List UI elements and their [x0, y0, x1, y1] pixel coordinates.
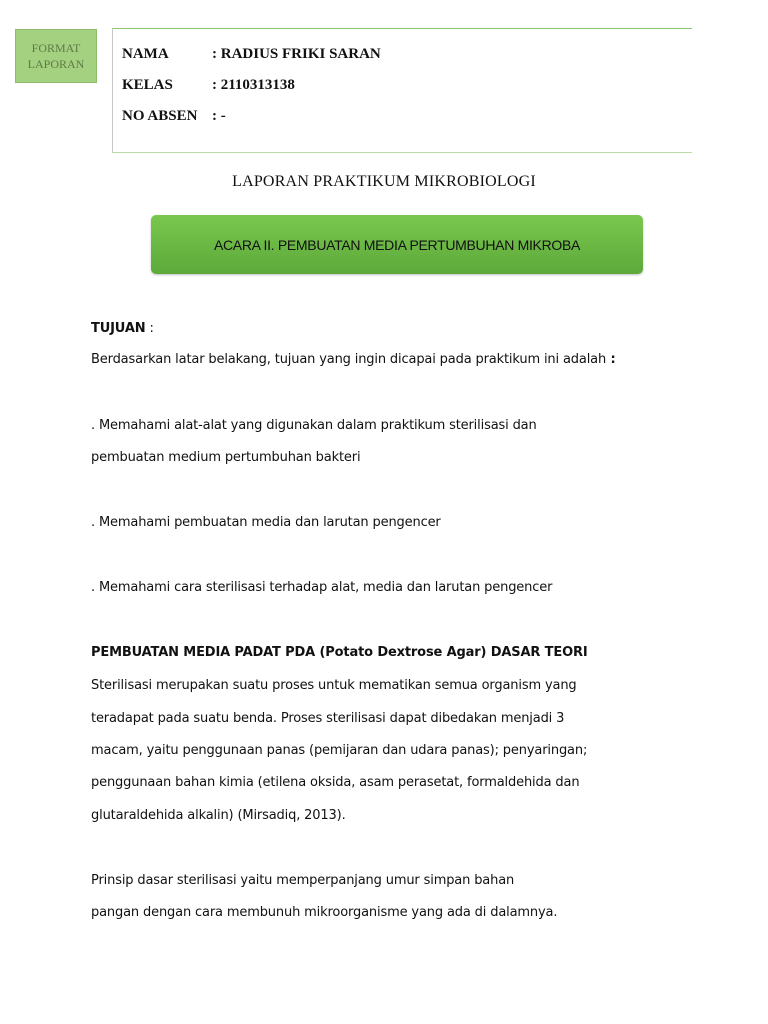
- info-row-kelas: [122, 77, 295, 94]
- absen-label: NO ABSEN: [122, 108, 198, 124]
- info-row-absen: [122, 108, 226, 125]
- tujuan-intro-colon: :: [606, 352, 616, 367]
- tujuan-heading-label: TUJUAN: [91, 321, 146, 336]
- badge-line-2: LAPORAN: [27, 57, 85, 71]
- acara-banner: [151, 215, 643, 274]
- para1-line: penggunaan bahan kimia (etilena oksida, asam perasetat, formaldehida dan: [91, 775, 580, 790]
- nama-value: : RADIUS FRIKI SARAN: [212, 46, 381, 62]
- absen-value: : -: [212, 108, 226, 124]
- nama-label: NAMA: [122, 46, 169, 62]
- acara-banner-text: ACARA II. PEMBUATAN MEDIA PERTUMBUHAN MIKROBA: [213, 236, 581, 253]
- tujuan-heading-colon: :: [145, 321, 154, 336]
- tujuan-intro-text: Berdasarkan latar belakang, tujuan yang ingin dicapai pada praktikum ini adalah: [91, 352, 607, 367]
- point-1-line-2: pembuatan medium pertumbuhan bakteri: [91, 450, 361, 465]
- document-title: LAPORAN PRAKTIKUM MIKROBIOLOGI: [232, 173, 536, 190]
- kelas-value: : 2110313138: [212, 77, 295, 93]
- para1-line: teradapat pada suatu benda. Proses sterilisasi dapat dibedakan menjadi 3: [91, 711, 565, 726]
- badge-line-1: FORMAT: [31, 41, 81, 55]
- para2-line: pangan dengan cara membunuh mikroorganisme yang ada di dalamnya.: [91, 905, 558, 920]
- info-row-nama: [122, 46, 381, 63]
- para1-line: Sterilisasi merupakan suatu proses untuk mematikan semua organism yang: [91, 678, 577, 693]
- student-info-box: [112, 28, 692, 153]
- point-3: . Memahami cara sterilisasi terhadap alat, media dan larutan pengencer: [91, 580, 553, 595]
- point-2: . Memahami pembuatan media dan larutan pengencer: [91, 515, 441, 530]
- tujuan-intro: [91, 352, 616, 367]
- point-1-line-1: . Memahami alat-alat yang digunakan dalam praktikum sterilisasi dan: [91, 418, 537, 433]
- kelas-label: KELAS: [122, 77, 173, 93]
- format-laporan-badge: [15, 29, 97, 83]
- para1-line: macam, yaitu penggunaan panas (pemijaran dan udara panas); penyaringan;: [91, 743, 588, 758]
- section-heading: PEMBUATAN MEDIA PADAT PDA (Potato Dextrose Agar) DASAR TEORI: [91, 645, 588, 660]
- para1-line: glutaraldehida alkalin) (Mirsadiq, 2013).: [91, 808, 346, 823]
- para2-line: Prinsip dasar sterilisasi yaitu memperpanjang umur simpan bahan: [91, 873, 515, 888]
- tujuan-heading: [91, 321, 154, 336]
